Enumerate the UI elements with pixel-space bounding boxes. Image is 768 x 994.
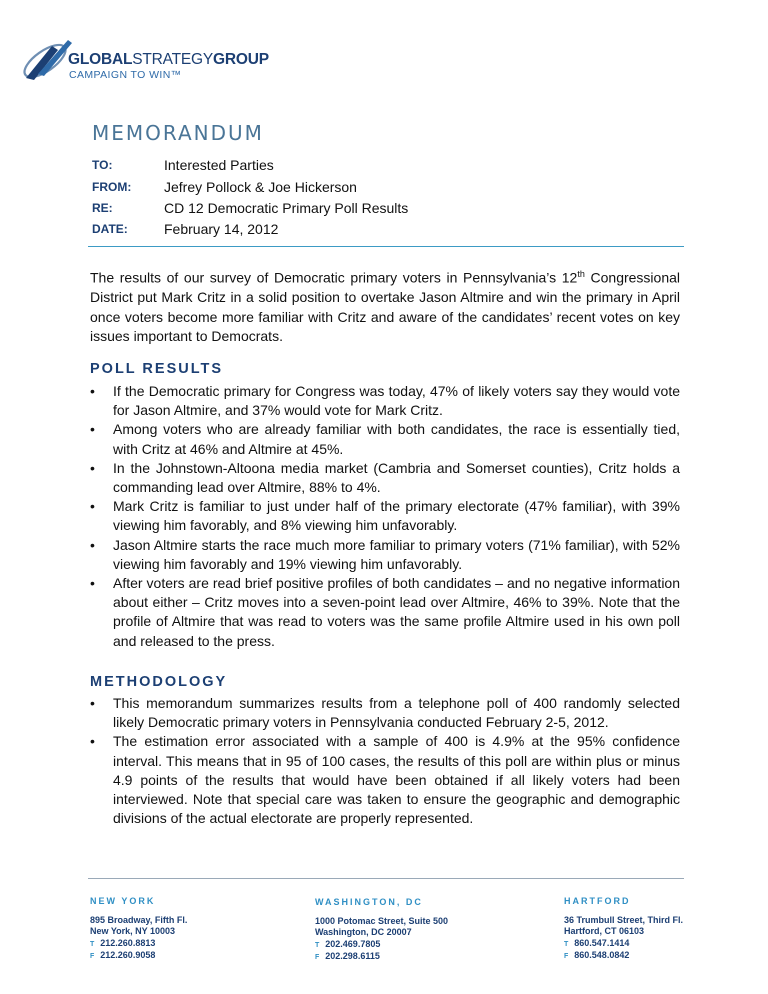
office-phone: 202.469.7805 [325, 938, 381, 949]
phone-label: T [315, 941, 320, 949]
to-value: Interested Parties [164, 157, 274, 173]
office-address-line2: Washington, DC 20007 [315, 927, 412, 937]
office-hartford [564, 896, 683, 963]
methodology-list [90, 694, 680, 828]
list-item: • Jason Altmire starts the race much more familiar to primary voters (71% familiar), with 52% viewing him favorably and 19% viewing him unfavorably. [90, 536, 680, 574]
footer-divider [88, 878, 684, 879]
office-address-line2: New York, NY 10003 [90, 926, 176, 936]
date-label: DATE: [92, 222, 128, 236]
office-city: WASHINGTON, DC [315, 897, 423, 907]
intro-text-end: Congressional District put Mark Critz in a solid position to overtake Jason Altmire and win the primary in April once voters become more familiar with Critz and aware of the candidates’ recent votes on key issues important to Democrats. [90, 269, 681, 345]
logo-word-group: GROUP [213, 51, 269, 68]
fax-label: F [315, 954, 320, 961]
poll-results-heading: POLL RESULTS [90, 361, 224, 377]
logo-wordmark [68, 51, 269, 69]
phone-label: T [564, 940, 569, 948]
list-item: • The estimation error associated with a sample of 400 is 4.9% at the 95% confidence interval. This means that in 95 of 100 cases, the results of this poll are within plus or minus 4.9 points of the results that would have been obtained if all likely voters had been interviewed. Note that special care was taken to ensure the geographic and demographic divisions of the actual electorate are properly represented. [90, 732, 680, 828]
list-item: • If the Democratic primary for Congress was today, 47% of likely voters say they would vote for Jason Altmire, and 37% would vote for Mark Critz. [90, 382, 680, 420]
re-label: RE: [92, 201, 113, 215]
logo-tagline: CAMPAIGN TO WIN™ [69, 69, 182, 81]
office-address-line1: 895 Broadway, Fifth Fl. [90, 914, 188, 925]
fax-label: F [90, 953, 95, 960]
logo-word-global: GLOBAL [68, 51, 133, 68]
office-fax: 860.548.0842 [574, 950, 630, 960]
office-fax: 212.260.9058 [100, 950, 156, 960]
logo-word-strategy: STRATEGY [132, 51, 214, 68]
date-value: February 14, 2012 [164, 221, 279, 237]
office-washington-dc [315, 897, 448, 964]
list-item: • After voters are read brief positive profiles of both candidates – and no negative information about either – Critz moves into a seven-point lead over Altmire, 46% to 39%. Note that the profile of Altmire that was read to voters was the same profile Altmire used in his own poll and released to the press. [90, 574, 680, 651]
list-item: • Mark Critz is familiar to just under half of the primary electorate (47% familiar), with 39% viewing him favorably, and 8% viewing him unfavorably. [90, 497, 680, 535]
intro-paragraph [90, 265, 680, 347]
fax-label: F [564, 953, 569, 960]
office-city: HARTFORD [564, 896, 631, 906]
office-address-line2: Hartford, CT 06103 [564, 926, 645, 936]
office-address-line1: 36 Trumbull Street, Third Fl. [564, 914, 684, 925]
intro-text-start: The results of our survey of Democratic primary voters in Pennsylvania’s 12 [90, 269, 578, 286]
memo-title: MEMORANDUM [92, 121, 264, 145]
office-address-line1: 1000 Potomac Street, Suite 500 [315, 915, 449, 926]
from-label: FROM: [92, 180, 132, 194]
header-divider [88, 246, 684, 247]
office-city: NEW YORK [90, 896, 156, 906]
to-label: TO: [92, 158, 113, 172]
list-item: • Among voters who are already familiar with both candidates, the race is essentially tied, with Critz at 46% and Altmire at 45%. [90, 420, 680, 458]
phone-label: T [90, 940, 95, 948]
methodology-heading: METHODOLOGY [90, 674, 228, 690]
re-value: CD 12 Democratic Primary Poll Results [164, 200, 409, 216]
office-phone: 212.260.8813 [100, 937, 156, 948]
list-item: • This memorandum summarizes results from a telephone poll of 400 randomly selected likely Democratic primary voters in Pennsylvania conducted February 2-5, 2012. [90, 694, 680, 732]
poll-results-list [90, 382, 680, 651]
intro-superscript: th [577, 269, 585, 279]
from-value: Jefrey Pollock & Joe Hickerson [164, 179, 357, 195]
office-fax: 202.298.6115 [325, 951, 380, 961]
office-phone: 860.547.1414 [574, 937, 630, 948]
list-item: • In the Johnstown-Altoona media market (Cambria and Somerset counties), Critz holds a commanding lead over Altmire, 88% to 4%. [90, 459, 680, 497]
office-new-york [90, 896, 187, 963]
